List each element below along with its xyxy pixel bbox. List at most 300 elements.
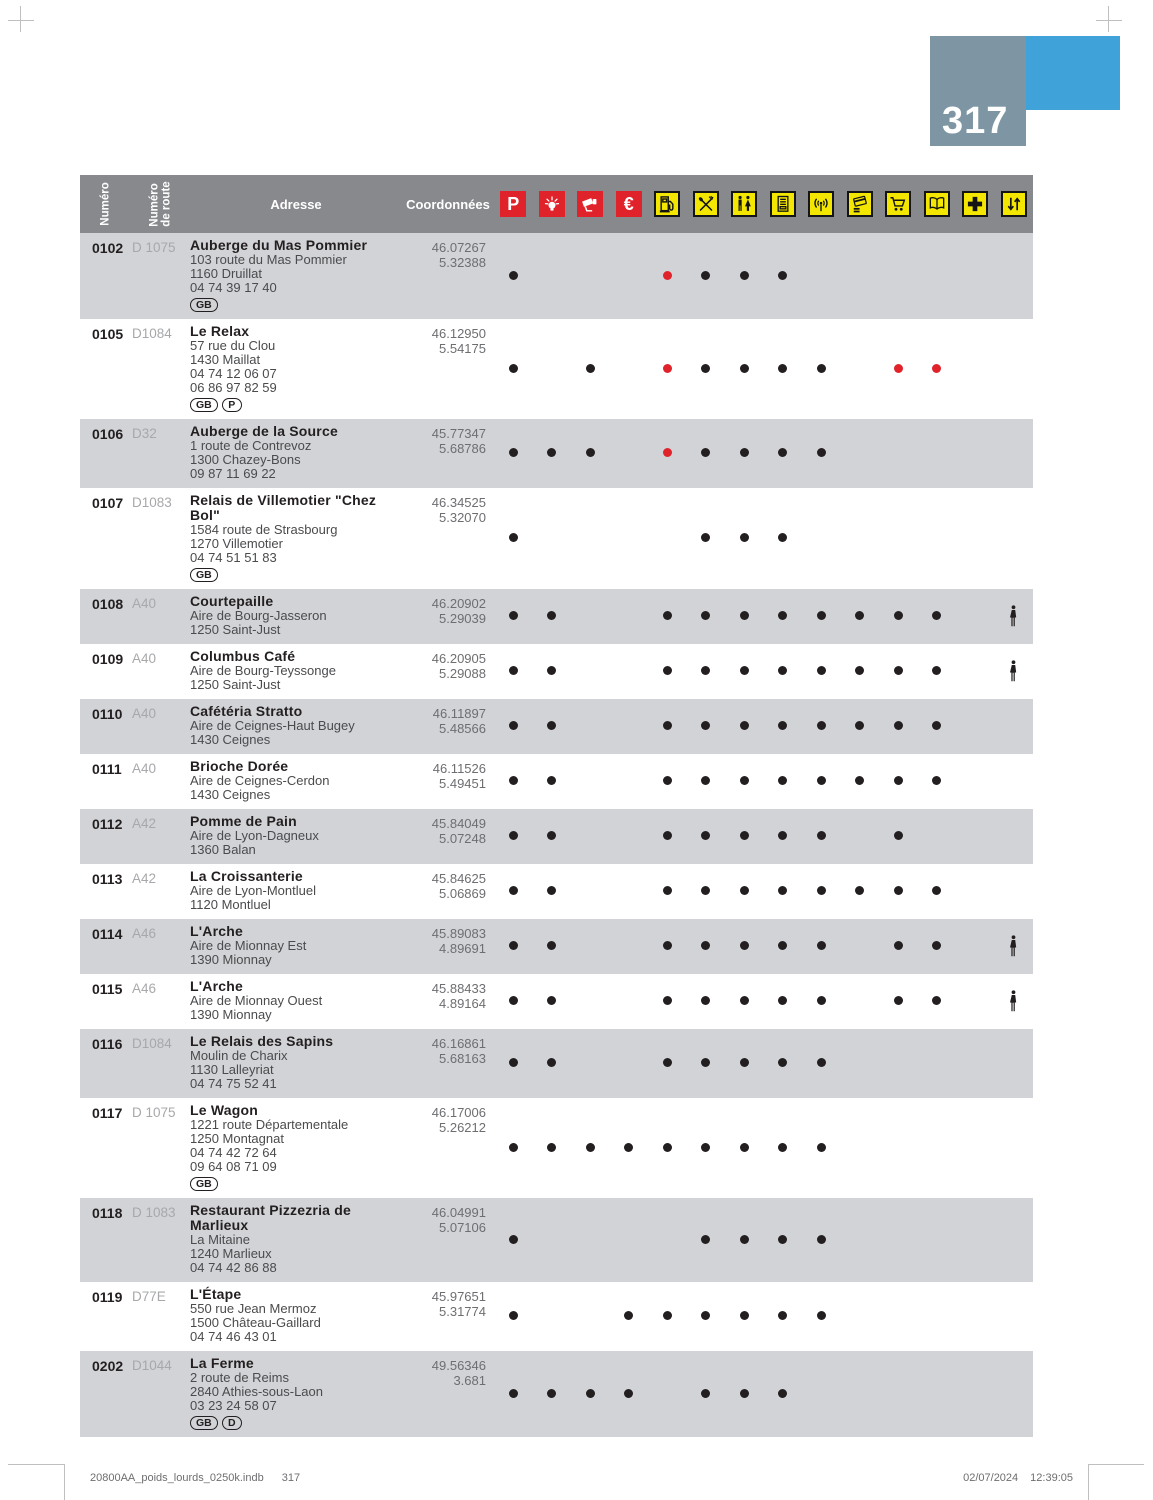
service-cell-euro xyxy=(610,869,649,912)
service-dot-vending xyxy=(778,831,787,840)
service-cell-cctv xyxy=(571,649,610,692)
service-cell-card xyxy=(841,1287,880,1344)
coordinate-value: 5.07248 xyxy=(439,831,486,846)
service-dot-parking xyxy=(509,448,518,457)
crop-mark xyxy=(1088,1464,1089,1500)
service-cell-updown xyxy=(995,1356,1034,1430)
service-cell-updown xyxy=(995,324,1034,412)
language-badges xyxy=(190,398,392,412)
language-badges xyxy=(190,298,392,312)
poi-name: Columbus Café xyxy=(190,648,296,664)
badge-gb: GB xyxy=(190,568,218,582)
poi-number: 0118 xyxy=(92,1205,123,1221)
address-block xyxy=(190,493,402,582)
address-line: 1300 Chazey-Bons xyxy=(190,452,301,467)
cctv-camera-icon xyxy=(577,191,603,217)
service-cell-cctv xyxy=(571,924,610,967)
service-dot-parking xyxy=(509,1058,518,1067)
address-line: 09 64 08 71 09 xyxy=(190,1159,277,1174)
address-line: 1130 Lalleyriat xyxy=(190,1062,274,1077)
service-cell-lighting xyxy=(533,649,572,692)
service-cell-parking xyxy=(494,1203,533,1275)
service-dot-press xyxy=(932,886,941,895)
service-cell-restaurant xyxy=(687,493,726,582)
service-dot-lighting xyxy=(547,831,556,840)
coordinate-value: 5.06869 xyxy=(439,886,486,901)
service-dot-parking xyxy=(509,1311,518,1320)
address-block xyxy=(190,979,402,1022)
service-cell-lighting xyxy=(533,869,572,912)
coordinate-value: 46.20902 xyxy=(431,596,486,611)
address-block xyxy=(190,704,402,747)
service-cell-card xyxy=(841,1356,880,1430)
service-cell-press xyxy=(918,424,957,481)
road-number: A40 xyxy=(132,706,157,721)
service-cell-wifi xyxy=(802,649,841,692)
service-cell-shop xyxy=(879,814,918,857)
coordinate-value: 5.68786 xyxy=(439,441,486,456)
service-cell-cctv xyxy=(571,1103,610,1191)
service-dot-parking xyxy=(509,941,518,950)
poi-number: 0114 xyxy=(92,926,123,942)
crop-mark xyxy=(1108,6,1109,32)
service-cell-fuel xyxy=(648,1356,687,1430)
service-cell-press xyxy=(918,493,957,582)
service-cell-toilets xyxy=(725,324,764,412)
service-cell-shop xyxy=(879,759,918,802)
service-cell-parking xyxy=(494,704,533,747)
service-cell-firstaid xyxy=(956,979,995,1022)
road-number: A42 xyxy=(132,816,157,831)
service-cell-wifi xyxy=(802,979,841,1022)
coordinates xyxy=(402,1287,494,1344)
service-dot-card xyxy=(855,886,864,895)
table-header xyxy=(80,175,1033,233)
service-dot-card xyxy=(855,721,864,730)
column-header-parking xyxy=(494,191,533,217)
service-cell-euro xyxy=(610,324,649,412)
column-header-fuel xyxy=(648,191,687,217)
service-dot-wifi xyxy=(817,1058,826,1067)
service-dot-vending xyxy=(778,1311,787,1320)
coordinates xyxy=(402,324,494,412)
service-cell-press xyxy=(918,324,957,412)
service-cell-vending xyxy=(764,1103,803,1191)
service-dot-vending xyxy=(778,941,787,950)
coordinate-value: 5.32388 xyxy=(439,255,486,270)
address-block xyxy=(190,1034,402,1091)
road-number: A46 xyxy=(132,926,157,941)
address-line: Aire de Ceignes-Haut Bugey xyxy=(190,718,355,733)
service-cell-vending xyxy=(764,1203,803,1275)
service-dot-vending xyxy=(778,533,787,542)
column-header-wifi xyxy=(802,191,841,217)
service-dot-vending xyxy=(778,996,787,1005)
service-cell-euro xyxy=(610,814,649,857)
service-cell-fuel xyxy=(648,924,687,967)
wifi-icon xyxy=(808,191,834,217)
service-cell-toilets xyxy=(725,238,764,312)
service-cell-fuel xyxy=(648,493,687,582)
coordinate-value: 5.68163 xyxy=(439,1051,486,1066)
address-line: 1120 Montluel xyxy=(190,897,271,912)
address-block xyxy=(190,649,402,692)
service-cell-toilets xyxy=(725,979,764,1022)
service-dot-vending xyxy=(778,721,787,730)
service-cell-toilets xyxy=(725,493,764,582)
service-dot-restaurant xyxy=(701,776,710,785)
service-cell-cctv xyxy=(571,324,610,412)
poi-number: 0113 xyxy=(92,871,123,887)
service-dot-parking xyxy=(509,611,518,620)
service-dot-toilets xyxy=(740,776,749,785)
toilets-icon xyxy=(731,191,757,217)
coordinate-value: 46.20905 xyxy=(431,651,486,666)
service-dot-card xyxy=(855,611,864,620)
service-dot-parking xyxy=(509,364,518,373)
service-cell-shop xyxy=(879,594,918,637)
service-cell-card xyxy=(841,1103,880,1191)
service-cell-cctv xyxy=(571,1034,610,1091)
address-line: 04 74 39 17 40 xyxy=(190,280,277,295)
service-cell-fuel xyxy=(648,759,687,802)
service-dot-wifi xyxy=(817,996,826,1005)
service-cell-card xyxy=(841,1203,880,1275)
table-row xyxy=(80,1282,1033,1351)
address-line: Aire de Lyon-Montluel xyxy=(190,883,316,898)
column-header-updown xyxy=(995,191,1034,217)
service-cell-press xyxy=(918,869,957,912)
coordinates xyxy=(402,1034,494,1091)
road-number: A42 xyxy=(132,871,157,886)
address-block xyxy=(190,1103,402,1191)
service-dot-toilets xyxy=(740,1311,749,1320)
service-cell-shop xyxy=(879,1287,918,1344)
column-header-card xyxy=(841,191,880,217)
service-cell-firstaid xyxy=(956,649,995,692)
person-icon xyxy=(1009,604,1018,628)
service-cell-lighting xyxy=(533,1103,572,1191)
service-dot-wifi xyxy=(817,721,826,730)
poi-name: Courtepaille xyxy=(190,593,274,609)
service-cell-restaurant xyxy=(687,1356,726,1430)
service-cell-euro xyxy=(610,924,649,967)
poi-name: Auberge du Mas Pommier xyxy=(190,237,368,253)
road-number: D 1083 xyxy=(132,1205,176,1220)
service-dot-wifi xyxy=(817,666,826,675)
service-cell-toilets xyxy=(725,1103,764,1191)
service-cell-card xyxy=(841,979,880,1022)
service-dot-parking xyxy=(509,1389,518,1398)
service-dot-shop xyxy=(894,611,903,620)
service-dot-restaurant xyxy=(701,886,710,895)
service-cell-parking xyxy=(494,324,533,412)
service-dot-vending xyxy=(778,611,787,620)
service-cell-restaurant xyxy=(687,869,726,912)
service-cell-shop xyxy=(879,979,918,1022)
service-cell-fuel xyxy=(648,649,687,692)
service-dot-lighting xyxy=(547,886,556,895)
service-dot-parking xyxy=(509,533,518,542)
service-dot-press xyxy=(932,941,941,950)
service-cell-press xyxy=(918,814,957,857)
road-number: D1083 xyxy=(132,495,172,510)
column-header-shop xyxy=(879,191,918,217)
poi-name: Restaurant Pizzezria de Marlieux xyxy=(190,1202,351,1233)
service-cell-fuel xyxy=(648,869,687,912)
address-line: 04 74 51 51 83 xyxy=(190,550,277,565)
badge-p: P xyxy=(222,398,242,412)
service-cell-firstaid xyxy=(956,759,995,802)
service-cell-vending xyxy=(764,324,803,412)
address-line: Aire de Bourg-Jasseron xyxy=(190,608,327,623)
crop-mark xyxy=(64,1464,65,1500)
service-cell-updown xyxy=(995,493,1034,582)
coordinate-value: 5.29088 xyxy=(439,666,486,681)
service-cell-press xyxy=(918,1103,957,1191)
service-cell-card xyxy=(841,924,880,967)
service-dot-press xyxy=(932,666,941,675)
parking-icon: P xyxy=(500,191,526,217)
coordinates xyxy=(402,869,494,912)
service-cell-firstaid xyxy=(956,594,995,637)
address-line: 1430 Ceignes xyxy=(190,787,271,802)
road-number: A40 xyxy=(132,596,157,611)
service-dot-shop xyxy=(894,831,903,840)
coordinates xyxy=(402,238,494,312)
service-cell-restaurant xyxy=(687,814,726,857)
address-block xyxy=(190,238,402,312)
service-cell-firstaid xyxy=(956,814,995,857)
service-dot-wifi xyxy=(817,1311,826,1320)
service-cell-card xyxy=(841,704,880,747)
address-line: 1360 Balan xyxy=(190,842,256,857)
table-row xyxy=(80,233,1033,319)
coordinate-value: 5.26212 xyxy=(439,1120,486,1135)
poi-name: Cafétéria Stratto xyxy=(190,703,303,719)
address-line: Aire de Ceignes-Cerdon xyxy=(190,773,330,788)
service-cell-vending xyxy=(764,1356,803,1430)
service-cell-firstaid xyxy=(956,324,995,412)
poi-name: Le Wagon xyxy=(190,1102,258,1118)
service-dot-lighting xyxy=(547,941,556,950)
service-cell-firstaid xyxy=(956,1356,995,1430)
address-line: Aire de Mionnay Ouest xyxy=(190,993,323,1008)
address-line: 1390 Mionnay xyxy=(190,1007,272,1022)
service-cell-parking xyxy=(494,594,533,637)
service-cell-lighting xyxy=(533,324,572,412)
service-cell-fuel xyxy=(648,1034,687,1091)
service-cell-lighting xyxy=(533,1203,572,1275)
coordinate-value: 4.89691 xyxy=(439,941,486,956)
coordinates xyxy=(402,924,494,967)
fuel-station-icon xyxy=(654,191,680,217)
service-cell-parking xyxy=(494,814,533,857)
service-cell-press xyxy=(918,238,957,312)
service-cell-press xyxy=(918,759,957,802)
service-dot-restaurant xyxy=(701,1389,710,1398)
service-dot-parking xyxy=(509,271,518,280)
address-line: Aire de Lyon-Dagneux xyxy=(190,828,319,843)
poi-number: 0202 xyxy=(92,1358,124,1374)
service-dot-fuel xyxy=(663,271,672,280)
service-dot-shop xyxy=(894,941,903,950)
service-dot-restaurant xyxy=(701,533,710,542)
coordinates xyxy=(402,649,494,692)
service-cell-firstaid xyxy=(956,1287,995,1344)
service-dot-press xyxy=(932,364,941,373)
service-dot-toilets xyxy=(740,611,749,620)
service-dot-wifi xyxy=(817,941,826,950)
poi-name: La Ferme xyxy=(190,1355,254,1371)
service-cell-vending xyxy=(764,869,803,912)
coordinate-value: 45.97651 xyxy=(431,1289,486,1304)
poi-name: Brioche Dorée xyxy=(190,758,289,774)
service-cell-euro xyxy=(610,238,649,312)
service-cell-euro xyxy=(610,1103,649,1191)
footer-file-info xyxy=(90,1472,300,1484)
badge-gb: GB xyxy=(190,398,218,412)
footer-time: 12:39:05 xyxy=(1030,1472,1073,1484)
service-cell-wifi xyxy=(802,1203,841,1275)
service-cell-fuel xyxy=(648,594,687,637)
address-block xyxy=(190,1356,402,1430)
service-cell-toilets xyxy=(725,424,764,481)
service-cell-parking xyxy=(494,1103,533,1191)
column-header-vending xyxy=(764,191,803,217)
service-cell-restaurant xyxy=(687,1287,726,1344)
address-line: 1584 route de Strasbourg xyxy=(190,522,338,537)
vending-machine-icon xyxy=(770,191,796,217)
coordinates xyxy=(402,979,494,1022)
service-cell-toilets xyxy=(725,869,764,912)
service-cell-restaurant xyxy=(687,704,726,747)
service-cell-wifi xyxy=(802,1034,841,1091)
address-block xyxy=(190,814,402,857)
service-cell-cctv xyxy=(571,704,610,747)
address-block xyxy=(190,1287,402,1344)
service-cell-toilets xyxy=(725,759,764,802)
coordinates xyxy=(402,594,494,637)
service-dot-toilets xyxy=(740,1058,749,1067)
crop-mark xyxy=(1088,1464,1144,1465)
service-dot-restaurant xyxy=(701,271,710,280)
service-cell-euro xyxy=(610,493,649,582)
poi-number: 0109 xyxy=(92,651,124,667)
poi-name: L'Arche xyxy=(190,978,243,994)
coordinate-value: 5.32070 xyxy=(439,510,486,525)
service-dot-restaurant xyxy=(701,996,710,1005)
table-row xyxy=(80,809,1033,864)
service-dot-toilets xyxy=(740,996,749,1005)
restaurant-icon xyxy=(693,191,719,217)
service-dot-restaurant xyxy=(701,1058,710,1067)
address-line: 103 route du Mas Pommier xyxy=(190,252,347,267)
service-cell-vending xyxy=(764,924,803,967)
service-cell-wifi xyxy=(802,424,841,481)
service-cell-vending xyxy=(764,1287,803,1344)
service-cell-restaurant xyxy=(687,238,726,312)
service-dot-lighting xyxy=(547,996,556,1005)
service-dot-cctv xyxy=(586,448,595,457)
service-dot-wifi xyxy=(817,364,826,373)
badge-gb: GB xyxy=(190,1416,218,1430)
coordinate-value: 3.681 xyxy=(453,1373,486,1388)
service-cell-press xyxy=(918,1287,957,1344)
service-dot-parking xyxy=(509,1235,518,1244)
service-cell-fuel xyxy=(648,814,687,857)
service-cell-restaurant xyxy=(687,1103,726,1191)
service-cell-cctv xyxy=(571,759,610,802)
crop-mark xyxy=(1096,20,1122,21)
address-line: 09 87 11 69 22 xyxy=(190,466,276,481)
poi-number: 0110 xyxy=(92,706,123,722)
table-row xyxy=(80,1351,1033,1437)
column-header-numero: Numéro xyxy=(99,182,112,226)
service-dot-vending xyxy=(778,1143,787,1152)
service-cell-press xyxy=(918,1034,957,1091)
service-cell-firstaid xyxy=(956,924,995,967)
service-cell-press xyxy=(918,924,957,967)
coordinate-value: 5.48566 xyxy=(439,721,486,736)
column-header-press xyxy=(918,191,957,217)
address-line: Aire de Mionnay Est xyxy=(190,938,307,953)
poi-number: 0111 xyxy=(92,761,122,777)
service-cell-fuel xyxy=(648,979,687,1022)
crop-mark xyxy=(20,6,21,32)
table-row xyxy=(80,319,1033,419)
service-dot-vending xyxy=(778,271,787,280)
up-down-arrows-icon xyxy=(1001,191,1027,217)
service-cell-shop xyxy=(879,424,918,481)
press-books-icon xyxy=(924,191,950,217)
service-cell-press xyxy=(918,649,957,692)
lighting-icon xyxy=(539,191,565,217)
footer-filename: 20800AA_poids_lourds_0250k.indb xyxy=(90,1472,264,1484)
service-cell-lighting xyxy=(533,704,572,747)
address-line: 1160 Druillat xyxy=(190,266,263,281)
language-badges xyxy=(190,568,392,582)
address-line: La Mitaine xyxy=(190,1232,250,1247)
poi-number: 0116 xyxy=(92,1036,123,1052)
coordinate-value: 45.77347 xyxy=(431,426,486,441)
service-cell-fuel xyxy=(648,704,687,747)
service-cell-euro xyxy=(610,649,649,692)
service-cell-cctv xyxy=(571,594,610,637)
footer-timestamp xyxy=(963,1472,1073,1484)
service-cell-parking xyxy=(494,869,533,912)
service-cell-toilets xyxy=(725,1203,764,1275)
service-cell-firstaid xyxy=(956,238,995,312)
service-cell-restaurant xyxy=(687,759,726,802)
service-dot-fuel xyxy=(663,1058,672,1067)
badge-gb: GB xyxy=(190,1177,218,1191)
footer-date: 02/07/2024 xyxy=(963,1472,1019,1484)
address-line: 550 rue Jean Mermoz xyxy=(190,1301,317,1316)
language-badges xyxy=(190,1416,392,1430)
service-cell-wifi xyxy=(802,814,841,857)
coordinate-value: 46.07267 xyxy=(431,240,486,255)
service-dot-vending xyxy=(778,666,787,675)
service-cell-firstaid xyxy=(956,1203,995,1275)
service-cell-press xyxy=(918,594,957,637)
service-cell-vending xyxy=(764,424,803,481)
service-dot-fuel xyxy=(663,611,672,620)
page-number-box xyxy=(930,36,1026,146)
address-line: Aire de Bourg-Teyssonge xyxy=(190,663,336,678)
shop-icon xyxy=(885,191,911,217)
service-cell-euro xyxy=(610,1034,649,1091)
